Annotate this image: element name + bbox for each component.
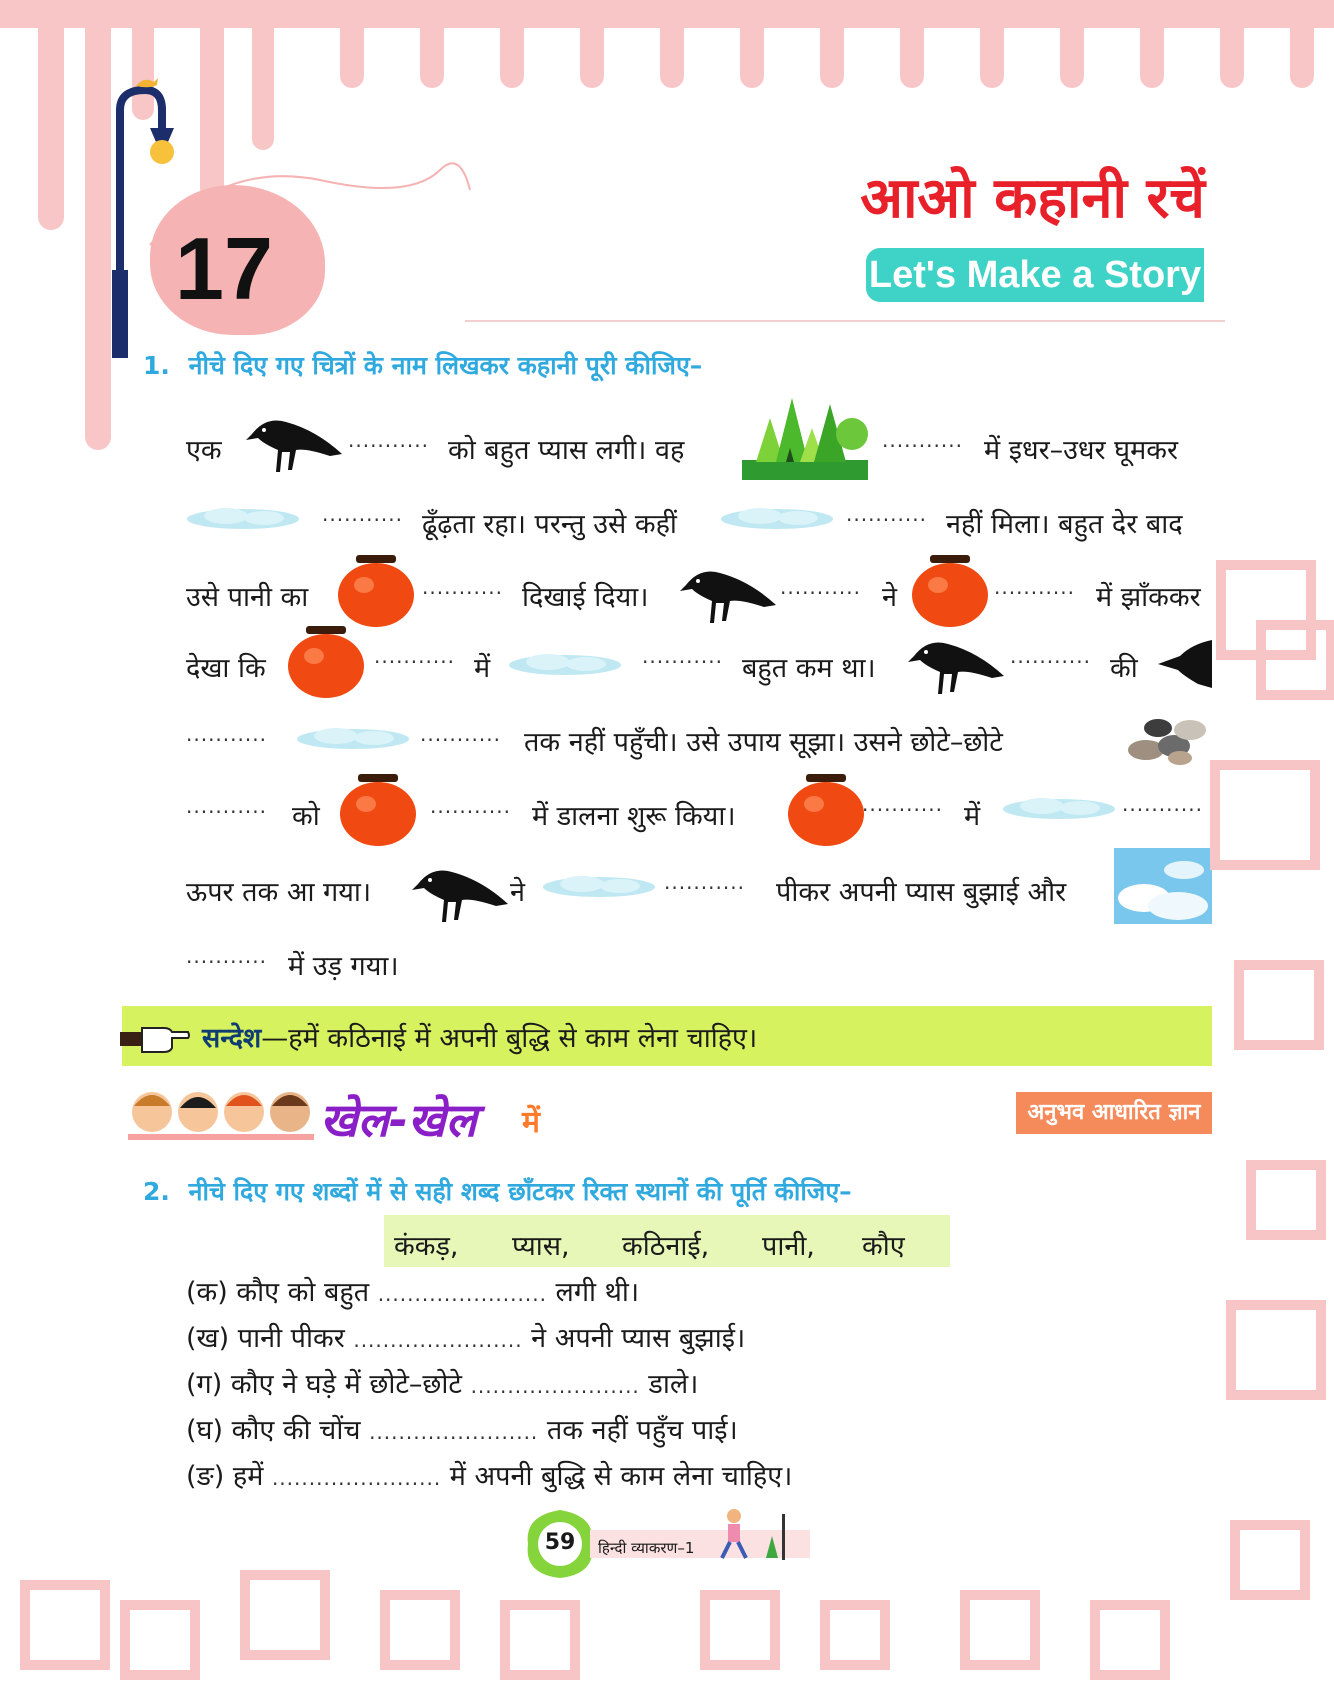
blank: ........... — [1122, 792, 1203, 816]
kids-icon — [128, 1082, 314, 1142]
fill-item — [186, 1456, 792, 1493]
blank: ........... — [420, 722, 501, 746]
chapter-number: 17 — [175, 219, 273, 318]
blank: ........... — [430, 794, 511, 818]
story-text: में इधर–उधर घूमकर — [984, 435, 1179, 466]
blank: ........... — [186, 794, 267, 818]
moral-content: —हमें कठिनाई में अपनी बुद्धि से काम लेना चाहिए। — [261, 1023, 758, 1054]
crow-icon — [680, 559, 780, 629]
blank: ........... — [862, 792, 943, 816]
item-marker: (ङ) — [186, 1461, 225, 1492]
story-line-6 — [186, 774, 1211, 844]
story-text: में डालना शुरू किया। — [532, 801, 736, 832]
q2-number: 2. — [143, 1177, 170, 1206]
water-icon — [296, 724, 411, 754]
story-line-1 — [186, 408, 1211, 478]
item-marker: (क) — [186, 1277, 228, 1308]
word-bank-item: कौए — [862, 1231, 905, 1262]
item-text: लगी थी। — [555, 1277, 640, 1308]
word-bank-item: पानी, — [762, 1231, 815, 1262]
pebbles-icon — [1124, 706, 1208, 768]
story-text: ऊपर तक आ गया। — [186, 877, 372, 908]
story-text: में झाँककर — [1096, 582, 1201, 613]
blank: ....................... — [470, 1374, 640, 1398]
activity-title-suffix: में — [522, 1105, 540, 1140]
fill-item — [186, 1410, 738, 1447]
blank: ....................... — [369, 1420, 539, 1444]
fill-item — [186, 1318, 745, 1355]
story-line-8 — [186, 932, 1211, 1002]
story-text: में उड़ गया। — [288, 951, 399, 982]
item-text: पानी पीकर — [237, 1323, 345, 1354]
page-number: 59 — [544, 1530, 576, 1555]
experience-badge: अनुभव आधारित ज्ञान — [1016, 1092, 1212, 1134]
chapter-subtitle: Let's Make a Story — [866, 248, 1204, 302]
story-text: तक नहीं पहुँची। उसे उपाय सूझा। उसने छोटे–छोटे — [524, 727, 1003, 758]
water-icon — [1002, 794, 1117, 824]
item-text: डाले। — [648, 1369, 699, 1400]
story-text: एक — [186, 435, 222, 466]
story-line-5 — [186, 700, 1211, 770]
fill-item — [186, 1364, 698, 1401]
item-text: में अपनी बुद्धि से काम लेना चाहिए। — [449, 1461, 793, 1492]
story-line-7 — [186, 850, 1211, 920]
running-child-icon — [716, 1508, 786, 1564]
blank: ........... — [186, 944, 267, 968]
q1-instruction — [143, 348, 702, 382]
water-icon — [186, 504, 301, 534]
story-line-4 — [186, 626, 1211, 696]
item-text: कौए की चोंच — [231, 1415, 361, 1446]
story-text: ढूँढ़ता रहा। परन्तु उसे कहीं — [422, 509, 677, 540]
pot-icon — [786, 774, 866, 848]
blank: ........... — [374, 644, 455, 668]
story-text: देखा कि — [186, 653, 266, 684]
story-line-2 — [186, 490, 1211, 560]
q2-instruction — [143, 1174, 852, 1208]
story-text: उसे पानी का — [186, 582, 309, 613]
water-icon — [508, 650, 623, 680]
story-text: पीकर अपनी प्यास बुझाई और — [776, 877, 1067, 908]
item-text: कौए को बहुत — [236, 1277, 370, 1308]
item-marker: (ख) — [186, 1323, 230, 1354]
blank: ........... — [664, 870, 745, 894]
pot-icon — [286, 626, 366, 700]
moral-text — [202, 1018, 757, 1055]
story-text: को — [292, 801, 320, 832]
blank: ........... — [1010, 644, 1091, 668]
blank: ........... — [780, 575, 861, 599]
blank: ........... — [882, 428, 963, 452]
item-text: ने अपनी प्यास बुझाई। — [531, 1323, 746, 1354]
blank: ........... — [846, 502, 927, 526]
story-text: ने — [510, 877, 525, 908]
item-marker: (घ) — [186, 1415, 224, 1446]
forest-icon — [742, 388, 868, 480]
book-name: हिन्दी व्याकरण–1 — [598, 1539, 695, 1557]
q1-text: नीचे दिए गए चित्रों के नाम लिखकर कहानी पूरी कीजिए– — [188, 351, 703, 380]
story-text: दिखाई दिया। — [522, 582, 649, 613]
story-text: बहुत कम था। — [742, 653, 876, 684]
item-text: कौए ने घड़े में छोटे–छोटे — [230, 1369, 462, 1400]
pot-icon — [336, 555, 416, 629]
blank: ........... — [642, 644, 723, 668]
blank: ....................... — [271, 1466, 442, 1490]
title-divider — [465, 320, 1225, 322]
item-marker: (ग) — [186, 1369, 223, 1400]
story-text: की — [1110, 653, 1138, 684]
water-icon — [542, 872, 657, 902]
blank: ....................... — [353, 1328, 523, 1352]
story-text: में — [474, 653, 491, 684]
word-bank-item: कठिनाई, — [622, 1231, 710, 1262]
crow-beak-icon — [1158, 640, 1212, 688]
blank: ........... — [422, 575, 503, 599]
q1-number: 1. — [143, 351, 170, 380]
chapter-title: आओ कहानी रचें — [860, 166, 1205, 231]
q2-text: नीचे दिए गए शब्दों में से सही शब्द छाँटकर रिक्त स्थानों की पूर्ति कीजिए– — [188, 1177, 852, 1206]
moral-label: सन्देश — [202, 1023, 262, 1054]
crow-icon — [246, 408, 346, 478]
water-icon — [720, 504, 835, 534]
pot-icon — [910, 555, 990, 629]
pot-icon — [338, 774, 418, 848]
fill-item — [186, 1272, 639, 1309]
blank: ........... — [186, 722, 267, 746]
blank: ........... — [322, 502, 403, 526]
story-text: ने — [882, 582, 897, 613]
blank: ........... — [994, 575, 1075, 599]
story-text: को बहुत प्यास लगी। वह — [448, 435, 685, 466]
activity-title: खेल-खेल — [320, 1093, 477, 1147]
story-line-3 — [186, 555, 1211, 625]
blank: ........... — [348, 428, 429, 452]
blank: ....................... — [377, 1282, 547, 1306]
crow-icon — [412, 858, 512, 928]
story-text: में — [964, 801, 981, 832]
pointing-hand-icon — [120, 1020, 190, 1054]
crow-icon — [908, 630, 1008, 700]
item-text: हमें — [232, 1461, 264, 1492]
story-text: नहीं मिला। बहुत देर बाद — [946, 509, 1183, 540]
item-text: तक नहीं पहुँच पाई। — [546, 1415, 738, 1446]
sky-icon — [1114, 848, 1212, 924]
word-bank-item: कंकड़, — [394, 1231, 459, 1262]
word-bank-item: प्यास, — [512, 1231, 570, 1262]
